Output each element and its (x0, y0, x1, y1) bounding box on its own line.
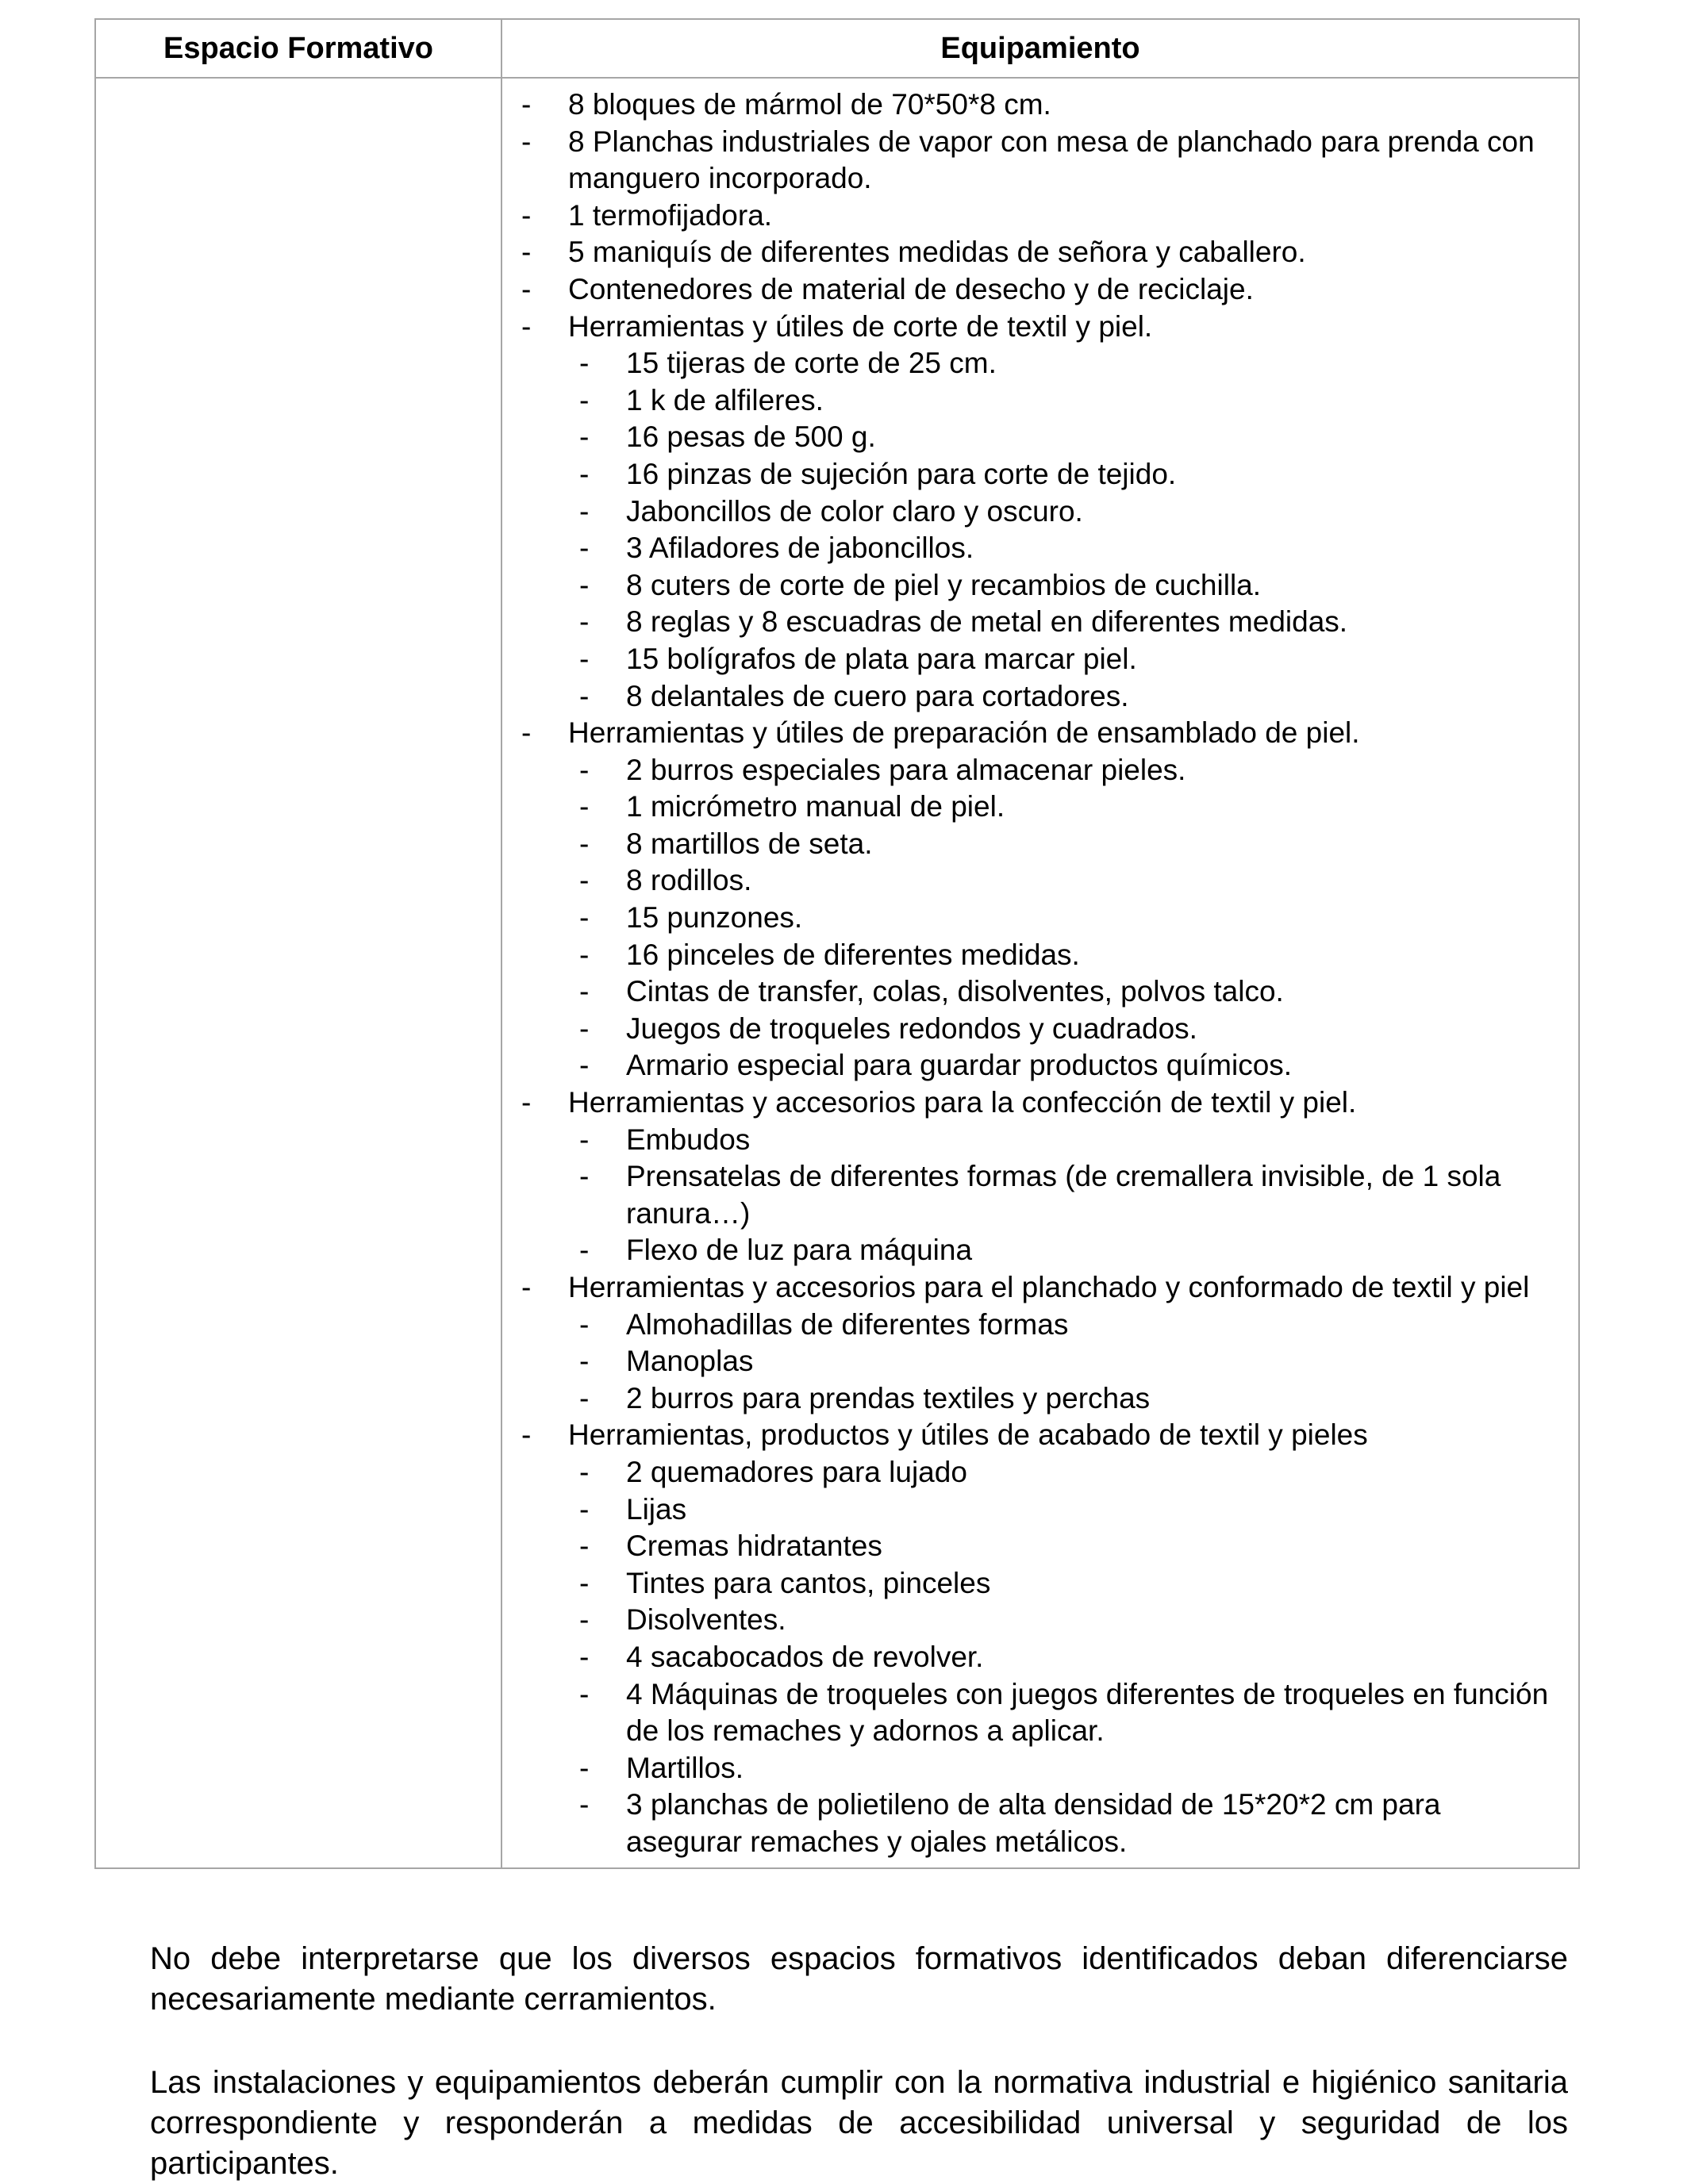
bullet-dash-icon: - (579, 975, 590, 1008)
bullet-dash-icon: - (521, 716, 532, 750)
bullet-dash-icon: - (521, 88, 532, 121)
sub-list-item (510, 973, 1562, 1011)
list-item-text: 4 Máquinas de troqueles con juegos diferentes de troqueles en función de los remaches y adornos a aplicar. (626, 1677, 1549, 1748)
list-item-text: 15 bolígrafos de plata para marcar piel. (626, 642, 1137, 675)
sub-list-item (510, 567, 1562, 605)
bullet-dash-icon: - (521, 272, 532, 305)
bullet-dash-icon: - (579, 1566, 590, 1599)
list-item-text: Manoplas (626, 1345, 754, 1378)
paragraph-instalaciones: Las instalaciones y equipamientos deberán cumplir con la normativa industrial e higiénico sanitaria correspondiente y responderán a medidas de accesibilidad universal y seguridad de los participantes. (150, 2065, 1568, 2181)
sub-list-item (510, 937, 1562, 974)
equipment-list (502, 79, 1578, 1867)
list-item (510, 1269, 1562, 1307)
equipment-table (94, 18, 1580, 1869)
bullet-dash-icon: - (521, 1418, 532, 1452)
bullet-dash-icon: - (579, 1751, 590, 1784)
list-item (510, 124, 1562, 198)
sub-list-item (510, 1750, 1562, 1787)
sub-list-item (510, 789, 1562, 826)
sub-list-item (510, 1491, 1562, 1529)
bullet-dash-icon: - (579, 1677, 590, 1710)
bullet-dash-icon: - (579, 494, 590, 528)
bullet-dash-icon: - (579, 1345, 590, 1378)
list-item (510, 309, 1562, 346)
sub-list-item (510, 1343, 1562, 1380)
list-item-text: Cremas hidratantes (626, 1530, 882, 1563)
bullet-dash-icon: - (579, 1160, 590, 1193)
sub-list-item (510, 1232, 1562, 1269)
bullet-dash-icon: - (579, 1603, 590, 1637)
sub-list-item (510, 1454, 1562, 1491)
sub-list-item (510, 752, 1562, 789)
sub-list-item (510, 1787, 1562, 1860)
list-item-text: Herramientas, productos y útiles de acabado de textil y pieles (568, 1418, 1368, 1452)
bullet-dash-icon: - (579, 568, 590, 601)
sub-list-item (510, 862, 1562, 900)
sub-list-item (510, 1676, 1562, 1750)
sub-list-item (510, 1011, 1562, 1048)
list-item-text: Jaboncillos de color claro y oscuro. (626, 494, 1083, 528)
sub-list-item (510, 1528, 1562, 1565)
list-item-text: 4 sacabocados de revolver. (626, 1640, 984, 1673)
header-equipamiento: Equipamiento (501, 19, 1579, 78)
list-item-text: 8 reglas y 8 escuadras de metal en diferentes medidas. (626, 605, 1348, 639)
sub-list-item (510, 900, 1562, 937)
list-item-text: 8 cuters de corte de piel y recambios de cuchilla. (626, 568, 1262, 601)
list-item-text: 1 micrómetro manual de piel. (626, 790, 1005, 823)
bullet-dash-icon: - (579, 1640, 590, 1673)
bullet-dash-icon: - (579, 605, 590, 639)
sub-list-item (510, 641, 1562, 678)
list-item-text: Embudos (626, 1123, 751, 1156)
bullet-dash-icon: - (521, 125, 532, 158)
list-item-text: Disolventes. (626, 1603, 786, 1637)
sub-list-item (510, 493, 1562, 531)
bullet-dash-icon: - (579, 679, 590, 712)
sub-list-item (510, 1158, 1562, 1232)
bullet-dash-icon: - (579, 1455, 590, 1488)
bullet-dash-icon: - (521, 1086, 532, 1119)
list-item-text: Herramientas y accesorios para el planchado y conformado de textil y piel (568, 1271, 1530, 1303)
sub-list-item (510, 1602, 1562, 1639)
bullet-dash-icon: - (579, 1123, 590, 1156)
bullet-dash-icon: - (579, 532, 590, 565)
bullet-dash-icon: - (579, 1530, 590, 1563)
table-row (95, 78, 1579, 1868)
list-item-text: Flexo de luz para máquina (626, 1234, 973, 1267)
bullet-dash-icon: - (579, 1307, 590, 1341)
bullet-dash-icon: - (579, 753, 590, 786)
list-item (510, 715, 1562, 752)
list-item-text: 16 pinzas de sujeción para corte de tejido. (626, 457, 1177, 490)
sub-list-item (510, 1380, 1562, 1418)
list-item-text: 5 maniquís de diferentes medidas de señora y caballero. (568, 236, 1306, 269)
sub-list-item (510, 678, 1562, 716)
bullet-dash-icon: - (579, 1788, 590, 1821)
bullet-dash-icon: - (579, 1011, 590, 1045)
bullet-dash-icon: - (579, 1234, 590, 1267)
list-item-text: Prensatelas de diferentes formas (de cremallera invisible, de 1 sola ranura…) (626, 1160, 1501, 1230)
header-espacio-formativo: Espacio Formativo (95, 19, 501, 78)
bullet-dash-icon: - (579, 1492, 590, 1526)
list-item-text: 8 delantales de cuero para cortadores. (626, 679, 1129, 712)
list-item (510, 1084, 1562, 1122)
bullet-dash-icon: - (579, 864, 590, 897)
equipment-cell (501, 78, 1579, 1868)
bullet-dash-icon: - (579, 383, 590, 416)
bullet-dash-icon: - (579, 420, 590, 454)
list-item-text: 2 quemadores para lujado (626, 1455, 967, 1488)
list-item-text: Herramientas y útiles de preparación de ensamblado de piel. (568, 716, 1360, 750)
sub-list-item (510, 1307, 1562, 1344)
list-item (510, 234, 1562, 271)
sub-list-item (510, 456, 1562, 493)
list-item-text: 8 rodillos. (626, 864, 752, 897)
list-item (510, 1417, 1562, 1454)
list-item-text: Juegos de troqueles redondos y cuadrados. (626, 1011, 1197, 1045)
bullet-dash-icon: - (579, 901, 590, 935)
list-item-text: 16 pesas de 500 g. (626, 420, 876, 454)
sub-list-item (510, 530, 1562, 567)
table-header-row (95, 19, 1579, 78)
bullet-dash-icon: - (579, 827, 590, 860)
list-item-text: 16 pinceles de diferentes medidas. (626, 938, 1080, 971)
list-item-text: Contenedores de material de desecho y de reciclaje. (568, 272, 1254, 305)
list-item-text: Tintes para cantos, pinceles (626, 1566, 991, 1599)
list-item-text: Armario especial para guardar productos químicos. (626, 1049, 1293, 1082)
list-item-text: Cintas de transfer, colas, disolventes, polvos talco. (626, 975, 1284, 1008)
bullet-dash-icon: - (579, 1381, 590, 1414)
list-item-text: 2 burros para prendas textiles y perchas (626, 1381, 1151, 1414)
sub-list-item (510, 1122, 1562, 1159)
list-item-text: Herramientas y accesorios para la confección de textil y piel. (568, 1086, 1357, 1119)
bullet-dash-icon: - (579, 938, 590, 971)
sub-list-item (510, 826, 1562, 863)
sub-list-item (510, 419, 1562, 456)
bullet-dash-icon: - (579, 790, 590, 823)
bullet-dash-icon: - (521, 236, 532, 269)
list-item-text: 8 bloques de mármol de 70*50*8 cm. (568, 88, 1051, 121)
list-item-text: Almohadillas de diferentes formas (626, 1307, 1069, 1341)
sub-list-item (510, 604, 1562, 641)
list-item-text: 15 punzones. (626, 901, 803, 935)
list-item-text: 1 k de alfileres. (626, 383, 824, 416)
sub-list-item (510, 1565, 1562, 1602)
sub-list-item (510, 1047, 1562, 1084)
list-item-text: 15 tijeras de corte de 25 cm. (626, 347, 997, 380)
list-item (510, 198, 1562, 235)
bullet-dash-icon: - (579, 457, 590, 490)
list-item-text: 3 planchas de polietileno de alta densidad de 15*20*2 cm para asegurar remaches y ojales metálicos. (626, 1788, 1441, 1858)
list-item-text: Martillos. (626, 1751, 744, 1784)
list-item-text: 2 burros especiales para almacenar pieles. (626, 753, 1186, 786)
sub-list-item (510, 382, 1562, 420)
bullet-dash-icon: - (579, 347, 590, 380)
bullet-dash-icon: - (521, 309, 532, 343)
list-item-text: 3 Afiladores de jaboncillos. (626, 532, 974, 565)
bullet-dash-icon: - (579, 1049, 590, 1082)
paragraph-espacios: No debe interpretarse que los diversos espacios formativos identificados deban diferenciarse necesariamente mediante cerramientos. (150, 1941, 1568, 2017)
space-cell (95, 78, 501, 1868)
bullet-dash-icon: - (521, 198, 532, 232)
list-item-text: Lijas (626, 1492, 687, 1526)
list-item-text: 8 Planchas industriales de vapor con mesa de planchado para prenda con manguero incorporado. (568, 125, 1535, 195)
list-item-text: Herramientas y útiles de corte de textil y piel. (568, 309, 1153, 343)
list-item (510, 271, 1562, 309)
sub-list-item (510, 1639, 1562, 1676)
bullet-dash-icon: - (579, 642, 590, 675)
sub-list-item (510, 345, 1562, 382)
list-item-text: 1 termofijadora. (568, 198, 773, 232)
list-item-text: 8 martillos de seta. (626, 827, 873, 860)
bullet-dash-icon: - (521, 1271, 532, 1303)
list-item (510, 86, 1562, 124)
